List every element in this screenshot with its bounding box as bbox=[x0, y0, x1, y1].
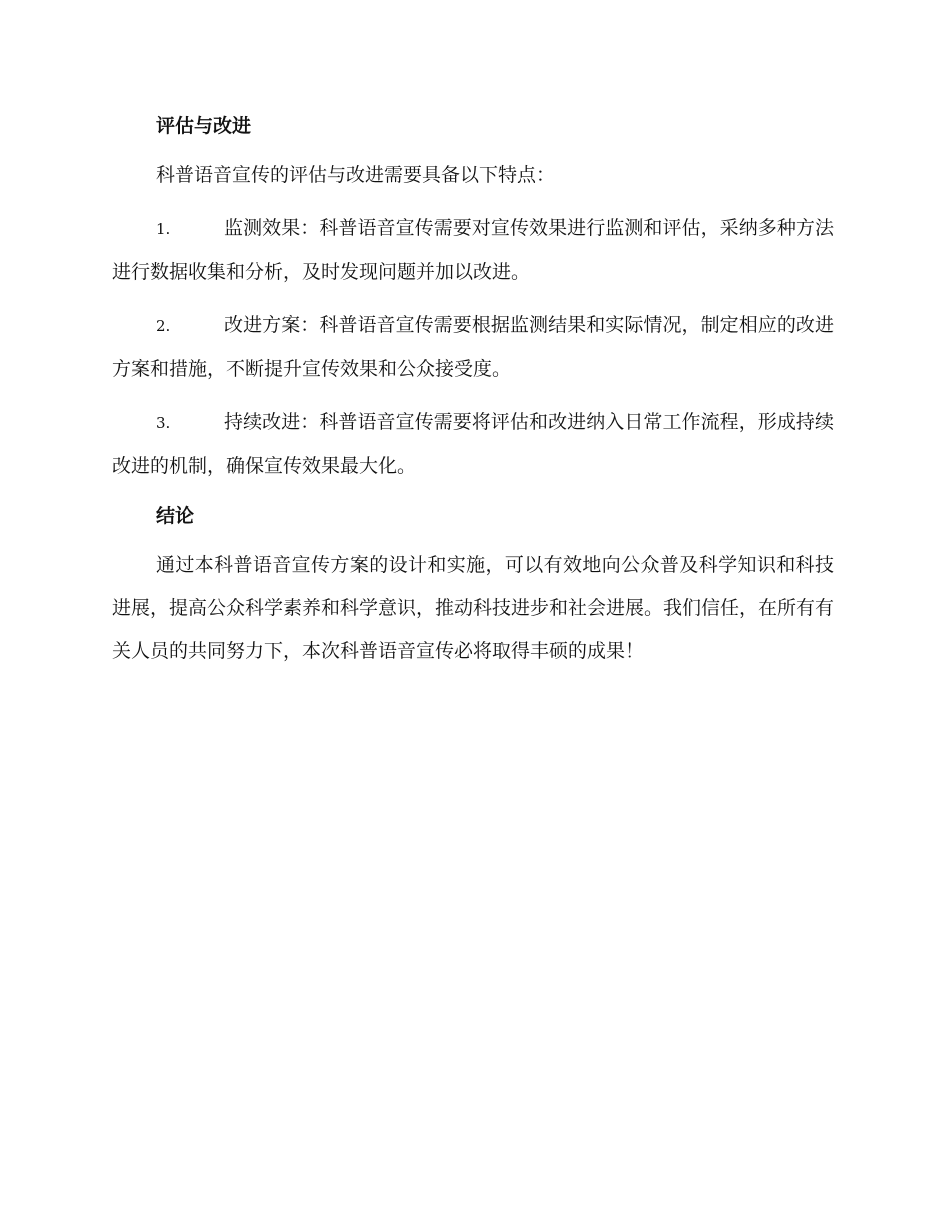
list-item-text: 监测效果：科普语音宣传需要对宣传效果进行监测和评估，采纳多种方法进行数据收集和分析，及时发现问题并加以改进。 bbox=[112, 217, 834, 283]
section-heading-conclusion: 结论 bbox=[156, 505, 195, 527]
section-heading-evaluation: 评估与改进 bbox=[156, 115, 252, 137]
section-intro: 科普语音宣传的评估与改进需要具备以下特点： bbox=[156, 164, 556, 186]
conclusion-body: 通过本科普语音宣传方案的设计和实施，可以有效地向公众普及科学知识和科技进展，提高公众科学素养和科学意识，推动科技进步和社会进展。我们信任，在所有有关人员的共同努力下，本次科普语音宣传必将取得丰硕的成果！ bbox=[112, 554, 835, 662]
list-item bbox=[112, 401, 834, 488]
list-item-number: 2. bbox=[156, 317, 171, 335]
list-item bbox=[112, 207, 834, 294]
list-item-text: 改进方案：科普语音宣传需要根据监测结果和实际情况，制定相应的改进方案和措施，不断提升宣传效果和公众接受度。 bbox=[112, 314, 834, 380]
document-page bbox=[112, 108, 834, 683]
list-item-number: 1. bbox=[156, 220, 171, 238]
list-item-text: 持续改进：科普语音宣传需要将评估和改进纳入日常工作流程，形成持续改进的机制，确保宣传效果最大化。 bbox=[112, 411, 834, 477]
list-item bbox=[112, 304, 834, 391]
list-item-number: 3. bbox=[156, 414, 171, 432]
